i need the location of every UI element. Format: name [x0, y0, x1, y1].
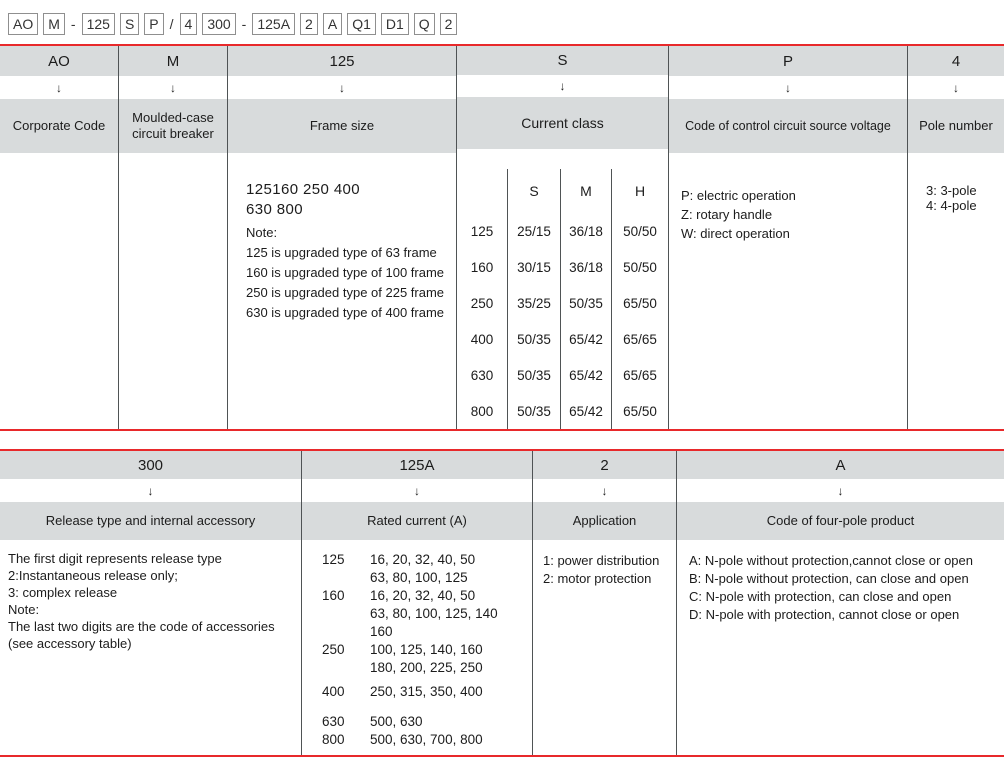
- text-line: 100, 125, 140, 160: [370, 642, 483, 657]
- text-line: 2:Instantaneous release only;: [8, 568, 178, 583]
- text-line: 250, 315, 350, 400: [370, 684, 483, 699]
- code-cell: M: [119, 46, 227, 76]
- matrix-value: 65/65: [611, 357, 668, 393]
- option-line: P: electric operation: [681, 188, 796, 203]
- matrix-row-label: 400: [470, 331, 494, 347]
- label-cell: Application: [533, 502, 676, 540]
- down-arrow-icon: ↓: [56, 80, 62, 95]
- label-line: Moulded-case: [132, 110, 214, 125]
- model-code-segment: M: [43, 13, 65, 35]
- frame-size-value: 630: [322, 714, 345, 729]
- option-line: C: N-pole with protection, can close and open: [689, 589, 952, 604]
- option-line: 1: power distribution: [543, 553, 660, 568]
- matrix-value: 65/42: [560, 321, 611, 357]
- option-line: 2: motor protection: [543, 571, 652, 586]
- text-line: 16, 20, 32, 40, 50: [370, 552, 476, 567]
- text-line: 160: [370, 624, 393, 639]
- down-arrow-icon: ↓: [953, 80, 959, 95]
- matrix-value: 65/50: [611, 393, 668, 429]
- current-values: [370, 713, 423, 731]
- matrix-value: 65/42: [560, 393, 611, 429]
- matrix-value: 36/18: [560, 249, 611, 285]
- down-arrow-icon: ↓: [170, 80, 176, 95]
- matrix-row-label: 250: [470, 295, 494, 311]
- model-code-segment: 300: [202, 13, 235, 35]
- rated-current-group: [322, 713, 532, 731]
- matrix-value: 50/35: [507, 393, 560, 429]
- rated-current-body: [302, 540, 532, 755]
- text-line: 3: complex release: [8, 585, 118, 600]
- control-voltage-body: [669, 153, 907, 429]
- release-type-body: [0, 540, 301, 755]
- t2-col-release-type: [0, 451, 302, 755]
- down-arrow-icon: ↓: [785, 80, 791, 95]
- frame-size-value: 400: [322, 684, 345, 699]
- application-body: [533, 540, 676, 755]
- matrix-value: 50/50: [611, 249, 668, 285]
- text-line: 180, 200, 225, 250: [370, 660, 483, 675]
- matrix-value: 35/25: [507, 285, 560, 321]
- frame-note: 160 is upgraded type of 100 frame: [246, 265, 445, 280]
- frame-size-body: [228, 153, 456, 429]
- pole-options: [926, 183, 986, 213]
- model-code-segment: D1: [381, 13, 409, 35]
- code-cell: 125A: [302, 451, 532, 479]
- breaker-type-body: [119, 153, 227, 429]
- matrix-value: 65/65: [611, 321, 668, 357]
- current-class-body: [457, 149, 668, 429]
- frame-size-value: 800: [322, 732, 345, 747]
- model-code-separator: -: [70, 16, 76, 32]
- matrix-value: 65/42: [560, 357, 611, 393]
- model-code-segment: 2: [440, 13, 458, 35]
- matrix-row-label: 800: [470, 403, 494, 419]
- matrix-value: 50/35: [507, 321, 560, 357]
- matrix-row: [457, 249, 668, 285]
- code-cell: P: [669, 46, 907, 76]
- matrix-row: [457, 213, 668, 249]
- t1-col-breaker-type: [119, 46, 228, 429]
- matrix-value: 50/35: [560, 285, 611, 321]
- rated-current-group: [322, 641, 532, 677]
- text-line: The first digit represents release type: [8, 551, 222, 566]
- four-pole-body: [677, 540, 1004, 755]
- label-cell: Corporate Code: [0, 99, 118, 153]
- option-line: A: N-pole without protection,cannot close or open: [689, 553, 974, 568]
- frame-sizes-line: 125160 250 400: [246, 181, 361, 198]
- code-cell: 4: [908, 46, 1004, 76]
- text-line: 16, 20, 32, 40, 50: [370, 588, 476, 603]
- down-arrow-icon: ↓: [559, 78, 566, 93]
- current-values: [370, 683, 483, 701]
- matrix-row: [457, 357, 668, 393]
- text-line: (see accessory table): [8, 636, 132, 651]
- label-cell: Frame size: [228, 99, 456, 153]
- model-code-segment: A: [323, 13, 342, 35]
- frame-note: 125 is upgraded type of 63 frame: [246, 245, 437, 260]
- option-line: Z: rotary handle: [681, 207, 773, 222]
- down-arrow-icon: ↓: [837, 483, 844, 498]
- t2-col-rated-current: [302, 451, 533, 755]
- matrix-value: 50/35: [507, 357, 560, 393]
- t2-col-application: [533, 451, 677, 755]
- model-code-segment: Q: [414, 13, 435, 35]
- model-code-separator: /: [169, 16, 174, 32]
- matrix-row: [457, 285, 668, 321]
- code-breakdown-table-1: [0, 44, 1004, 431]
- model-code-segment: Q1: [347, 13, 376, 35]
- label-cell: Code of four-pole product: [677, 502, 1004, 540]
- model-code-separator: -: [241, 16, 247, 32]
- label-cell: Current class: [457, 97, 668, 149]
- matrix-value: 65/50: [611, 285, 668, 321]
- code-cell: AO: [0, 46, 118, 76]
- matrix-row-label: 160: [470, 259, 494, 275]
- label-cell: Rated current (A): [302, 502, 532, 540]
- matrix-value: 25/15: [507, 213, 560, 249]
- t1-col-control-voltage: [669, 46, 908, 429]
- option-line: B: N-pole without protection, can close and open: [689, 571, 969, 586]
- rated-current-group: [322, 683, 532, 701]
- label-cell: [119, 99, 227, 153]
- label-cell: Code of control circuit source voltage: [669, 99, 907, 153]
- option-line: D: N-pole with protection, cannot close or open: [689, 607, 960, 622]
- current-values: [370, 587, 498, 641]
- pole-number-body: [908, 153, 1004, 429]
- label-cell: Release type and internal accessory: [0, 502, 301, 540]
- label-line: circuit breaker: [132, 126, 214, 141]
- code-cell: 125: [228, 46, 456, 76]
- code-cell: A: [677, 451, 1004, 479]
- model-code-segment: 2: [300, 13, 318, 35]
- text-line: 63, 80, 100, 125, 140: [370, 606, 498, 621]
- model-code-segment: 125: [82, 13, 115, 35]
- frame-size-value: 160: [322, 588, 345, 603]
- matrix-col-header: M: [560, 169, 611, 213]
- rated-current-group: [322, 587, 532, 641]
- matrix-row: [457, 321, 668, 357]
- matrix-row-label: 125: [470, 223, 494, 239]
- t1-col-pole-number: [908, 46, 1004, 429]
- t2-col-four-pole: [677, 451, 1004, 755]
- code-cell: 2: [533, 451, 676, 479]
- option-line: 3: 3-pole: [926, 183, 977, 198]
- matrix-row: [457, 393, 668, 429]
- model-code-segment: AO: [8, 13, 38, 35]
- code-breakdown-table-2: [0, 449, 1004, 757]
- code-cell: 300: [0, 451, 301, 479]
- frame-size-value: 125: [322, 552, 345, 567]
- down-arrow-icon: ↓: [601, 483, 608, 498]
- frame-size-value: 250: [322, 642, 345, 657]
- text-line: 500, 630: [370, 714, 423, 729]
- matrix-value: 36/18: [560, 213, 611, 249]
- matrix-value: 50/50: [611, 213, 668, 249]
- current-values: [370, 731, 483, 749]
- text-line: The last two digits are the code of accessories: [8, 619, 275, 634]
- rated-current-group: [322, 551, 532, 587]
- down-arrow-icon: ↓: [147, 483, 154, 498]
- matrix-col-header: H: [611, 169, 668, 213]
- model-code-segment: P: [144, 13, 163, 35]
- t1-col-corporate-code: [0, 46, 119, 429]
- text-line: 63, 80, 100, 125: [370, 570, 468, 585]
- model-code-segment: 4: [180, 13, 198, 35]
- matrix-corner-cell: [457, 169, 507, 213]
- down-arrow-icon: ↓: [414, 483, 420, 498]
- matrix-value: 30/15: [507, 249, 560, 285]
- frame-sizes-line: 630 800: [246, 201, 304, 218]
- matrix-row-label: 630: [470, 367, 494, 383]
- model-code-line: [8, 13, 457, 35]
- current-class-matrix: [457, 169, 668, 429]
- t1-col-current-class: [457, 46, 669, 429]
- frame-note: 250 is upgraded type of 225 frame: [246, 285, 445, 300]
- option-line: 4: 4-pole: [926, 198, 977, 213]
- rated-current-group: [322, 731, 532, 749]
- text-line: Note:: [8, 602, 40, 617]
- option-line: W: direct operation: [681, 226, 790, 241]
- frame-note: 630 is upgraded type of 400 frame: [246, 305, 445, 320]
- corporate-code-body: [0, 153, 118, 429]
- model-code-segment: S: [120, 13, 139, 35]
- note-title: Note:: [246, 225, 278, 240]
- label-cell: Pole number: [908, 99, 1004, 153]
- model-code-segment: 125A: [252, 13, 295, 35]
- current-values: [370, 641, 483, 677]
- matrix-header-row: [457, 169, 668, 213]
- code-cell: S: [457, 46, 668, 75]
- matrix-col-header: S: [507, 169, 560, 213]
- t1-col-frame-size: [228, 46, 457, 429]
- current-values: [370, 551, 475, 587]
- down-arrow-icon: ↓: [339, 80, 345, 95]
- text-line: 500, 630, 700, 800: [370, 732, 483, 747]
